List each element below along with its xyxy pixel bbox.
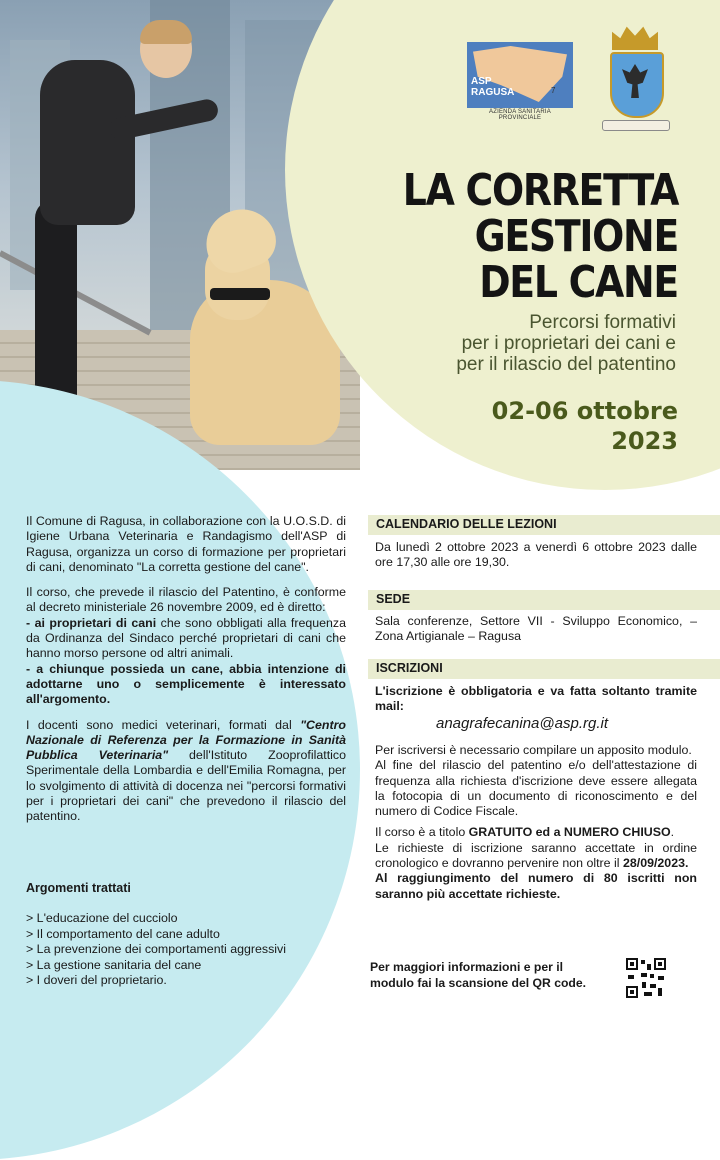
- title-line: LA CORRETTA: [402, 165, 679, 216]
- topic-item: > I doveri del proprietario.: [26, 973, 167, 988]
- asp-ragusa-logo: [467, 42, 573, 120]
- topics-list: [26, 911, 286, 989]
- registration-form-note: Per iscriversi è necessario compilare un apposito modulo.: [375, 743, 692, 757]
- qr-code[interactable]: [626, 958, 666, 998]
- registration-details: [375, 743, 697, 902]
- ribbon-scroll: [602, 120, 670, 131]
- teachers-start: I docenti sono medici veterinari, formati dal: [26, 717, 301, 732]
- woman-hair: [140, 20, 192, 44]
- registration-email[interactable]: anagrafecanina@asp.rg.it: [435, 715, 608, 732]
- free-course-note: [375, 825, 697, 840]
- deadline-text: Le richieste di iscrizione saranno accettate in ordine cronologico e dovranno pervenire non oltre il: [375, 840, 697, 871]
- deadline-date: 28/09/2023.: [622, 856, 689, 871]
- registration-heading: ISCRIZIONI: [376, 661, 443, 675]
- asp-logo-box: [467, 42, 573, 108]
- free-course-text: Il corso è a titolo: [375, 825, 469, 840]
- title-line: GESTIONE: [474, 211, 678, 262]
- topic-item: > Il comportamento del cane adulto: [26, 926, 220, 941]
- deadline-note: [375, 841, 697, 872]
- teachers-center-name: "Centro Nazionale di Referenza per la Formazione in Sanità Pubblica Veterinaria": [26, 717, 346, 763]
- event-dates: [418, 396, 678, 456]
- woman-figure: [40, 60, 135, 225]
- topic-item: > L'educazione del cucciolo: [26, 911, 178, 925]
- venue-section-header: [368, 590, 720, 610]
- teachers-end: dell'Istituto Zooprofilattico Sperimentale della Lombardia e dell'Emilia Romagna, per lo svolgimento di attività di docenza nei "percorsi formativi per i proprietari dei cani" che prevedono il rilascio del patentino.: [26, 748, 346, 824]
- registration-documents-note: Al fine del rilascio del patentino e/o dell'attestazione di frequenza alla richiesta d'iscrizione deve essere allegata la fotocopia di un documento di riconoscimento e del numero di Codice Fiscale.: [375, 758, 697, 819]
- teachers-paragraph: [26, 718, 346, 825]
- title-line: DEL CANE: [479, 257, 678, 308]
- target-owners-bold: - ai proprietari di cani: [26, 615, 157, 630]
- subtitle-line: per i proprietari dei cani e: [461, 333, 676, 354]
- dates-line: 2023: [611, 427, 678, 455]
- capacity-note: Al raggiungimento del numero di 80 iscritti non saranno più accettate richieste.: [375, 871, 697, 901]
- free-course-bold: GRATUITO ed a NUMERO CHIUSO: [468, 825, 671, 840]
- topic-item: > La prevenzione dei comportamenti aggressivi: [26, 942, 287, 957]
- registration-required: L'iscrizione è obbligatoria e va fatta soltanto tramite mail:: [375, 684, 697, 714]
- topic-item: > La gestione sanitaria del cane: [26, 957, 202, 972]
- subtitle: [356, 312, 676, 375]
- more-info-text: Per maggiori informazioni e per il modulo fai la scansione del QR code.: [370, 960, 587, 990]
- crown-icon: [612, 24, 658, 50]
- target-anyone-bold: - a chiunque possieda un cane, abbia intenzione di adottarne uno o semplicemente è interessato all'argomento.: [26, 661, 346, 707]
- venue-text: Sala conferenze, Settore VII - Sviluppo Economico, – Zona Artigianale – Ragusa: [375, 614, 697, 644]
- calendar-heading: CALENDARIO DELLE LEZIONI: [376, 517, 557, 531]
- dates-line: 02-06 ottobre: [491, 397, 678, 425]
- calendar-text: Da lunedì 2 ottobre 2023 a venerdì 6 ottobre 2023 dalle ore 17,30 alle ore 19,30.: [375, 540, 697, 570]
- ragusa-coat-of-arms: [608, 24, 662, 134]
- subtitle-line: per il rilascio del patentino: [456, 354, 676, 375]
- course-intro: Il corso, che prevede il rilascio del Patentino, è conforme al decreto ministeriale 26 novembre 2009, ed è diretto:: [26, 585, 346, 615]
- intro-paragraph: Il Comune di Ragusa, in collaborazione con la U.O.S.D. di Igiene Urbana Veterinaria e Randagismo dell'ASP di Ragusa, organizza un corso di formazione per proprietari di cani, denominato "La corretta gestione del cane".: [26, 514, 346, 574]
- target-owners-text: che sono obbligati alla frequenza da Ordinanza del Sindaco perché proprietari di cani che hanno morso persone od altri animali.: [26, 615, 346, 661]
- venue-heading: SEDE: [376, 592, 411, 606]
- description-column: [26, 514, 346, 835]
- calendar-section-header: [368, 515, 720, 535]
- registration-section-header: [368, 659, 720, 679]
- topics-heading: Argomenti trattati: [26, 881, 131, 895]
- course-paragraph: [26, 585, 346, 707]
- asp-logo-number: 7: [551, 86, 556, 95]
- subtitle-line: Percorsi formativi: [529, 312, 676, 333]
- free-course-end: .: [670, 825, 675, 840]
- dog-collar: [210, 288, 270, 300]
- asp-logo-subtitle: AZIENDA SANITARIA PROVINCIALE: [489, 109, 551, 121]
- asp-logo-name: ASP RAGUSA: [471, 76, 515, 98]
- page-title: [402, 165, 679, 308]
